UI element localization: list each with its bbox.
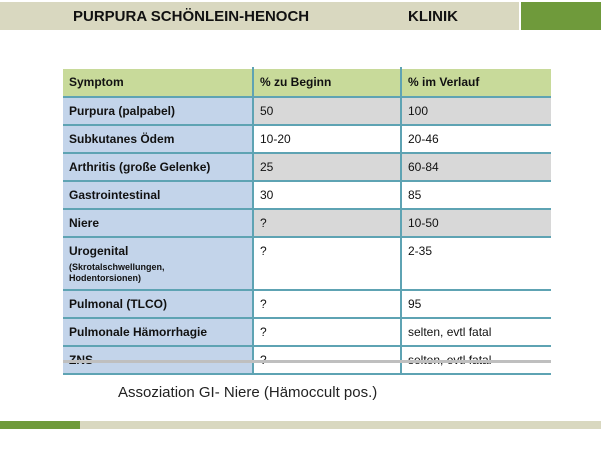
table-row: [63, 125, 551, 153]
verlauf-cell: 85: [401, 181, 551, 209]
table-row: [63, 153, 551, 181]
beginn-cell: 25: [253, 153, 401, 181]
beginn-cell: ?: [253, 318, 401, 346]
symptom-cell: Gastrointestinal: [63, 181, 253, 209]
beginn-cell: ?: [253, 209, 401, 237]
table-row: [63, 97, 551, 125]
table-row: [63, 181, 551, 209]
column-header-symptom: Symptom: [63, 68, 253, 97]
table-row: [63, 237, 551, 290]
beginn-cell: ?: [253, 237, 401, 290]
symptom-detail-line-1: (Skrotalschwellungen,: [69, 262, 165, 272]
beginn-cell: 30: [253, 181, 401, 209]
symptom-cell: Arthritis (große Gelenke): [63, 153, 253, 181]
symptom-cell: [63, 237, 253, 290]
symptom-cell: Subkutanes Ödem: [63, 125, 253, 153]
symptom-main-text: Urogenital: [69, 244, 129, 258]
table-header-row: [63, 68, 551, 97]
beginn-cell: 10-20: [253, 125, 401, 153]
verlauf-cell: 10-50: [401, 209, 551, 237]
verlauf-cell: selten, evtl fatal: [401, 318, 551, 346]
verlauf-cell: 2-35: [401, 237, 551, 290]
footer-bar: [0, 421, 601, 429]
verlauf-cell: 100: [401, 97, 551, 125]
symptom-cell: Niere: [63, 209, 253, 237]
verlauf-cell: 20-46: [401, 125, 551, 153]
symptom-cell: Purpura (palpabel): [63, 97, 253, 125]
verlauf-cell: 95: [401, 290, 551, 318]
symptom-detail-line-2: Hodentorsionen): [69, 273, 141, 283]
verlauf-cell: 60-84: [401, 153, 551, 181]
title-accent-block: [521, 2, 601, 30]
table-shadow: [63, 360, 551, 363]
column-header-verlauf: % im Verlauf: [401, 68, 551, 97]
symptom-table: [63, 67, 551, 375]
footer-accent-block: [0, 421, 80, 429]
column-header-beginn: % zu Beginn: [253, 68, 401, 97]
beginn-cell: ?: [253, 290, 401, 318]
table-row: [63, 290, 551, 318]
footnote: Assoziation GI- Niere (Hämoccult pos.): [118, 384, 378, 401]
beginn-cell: 50: [253, 97, 401, 125]
symptom-cell: Pulmonal (TLCO): [63, 290, 253, 318]
section-label: KLINIK: [408, 8, 458, 25]
symptom-cell: Pulmonale Hämorrhagie: [63, 318, 253, 346]
table-row: [63, 209, 551, 237]
slide-title: PURPURA SCHÖNLEIN-HENOCH: [73, 8, 310, 25]
table-row: [63, 318, 551, 346]
